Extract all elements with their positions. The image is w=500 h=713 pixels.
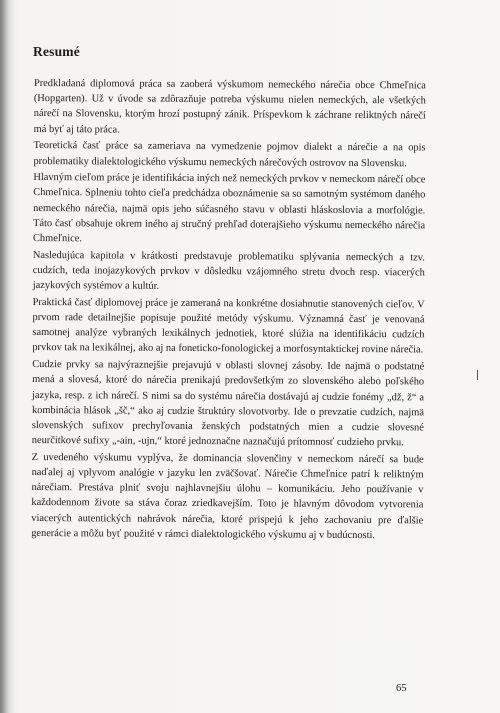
paragraph-next-chapter: Nasledujúca kapitola v krátkosti predstavuje problematiku splývania nemeckých a tzv. cudzích, teda inojazykových prvkov v dôsledku vzájomného stretu dvoch resp. viacerých jazykových systémov a kultúr.	[32, 249, 425, 292]
page-number: 65	[396, 683, 407, 694]
paragraph-conclusion: Z uvedeného výskumu vyplýva, že dominancia slovenčiny v nemeckom nárečí sa bude naďalej aj vplyvom analógie v jazyku len zväčšovať. Nárečie Chmeľnice patrí k reliktným nárečiam. Prestáva plniť svoju najhlavnejšiu úlohu – komunikáciu. Jeho používanie v každodennom živote sa stáva čoraz zriedkavejším. Toto je hlavným dôvodom vytvorenia viacerých autentických nahrávok nárečia, ktoré prispejú k jeho zachovaniu pre ďalšie generácie a môžu byť použité v rámci dialektologického výskumu aj v budúcnosti.	[31, 451, 424, 541]
margin-mark	[477, 370, 478, 380]
resume-body	[31, 76, 426, 545]
paragraph-main-goal: Hlavným cieľom práce je identifikácia iných než nemeckých prvkov v nemeckom nárečí obce Chmeľnica. Splneniu tohto cieľa predchádza oboznámenie sa so samotným systémom daného nemeckého nárečia, najmä opis jeho súčasného stavu v oblasti hláskoslovia a morfológie. Táto časť obsahuje okrem iného aj stručný prehľad doterajšieho výskumu nemeckého nárečia Chmeľnice.	[32, 172, 426, 245]
section-heading: Resumé	[33, 44, 80, 59]
paragraph-practical-part: Praktická časť diplomovej práce je zameraná na konkrétne dosiahnutie stanovených cieľov. V prvom rade detailnejšie popisuje použité metódy výskumu. Významná časť je venovaná samotnej analýze vybraných lexikálnych jednotiek, ktoré slúžia na identifikáciu cudzích prvkov tak na lexikálnej, ako aj na foneticko-fonologickej a morfosyntaktickej rovine nárečia.	[32, 296, 425, 356]
paragraph-intro: Predkladaná diplomová práca sa zaoberá výskumom nemeckého nárečia obce Chmeľnica (Hopgarten). Už v úvode sa zdôrazňuje potreba výskumu nielen nemeckých, ale všetkých nárečí na Slovensku, ktorým hrozí postupný zánik. Príspevkom k záchrane reliktných nárečí má byť aj táto práca.	[33, 77, 426, 136]
scan-binding-shadow	[0, 0, 14, 713]
paragraph-theory: Teoretická časť práce sa zameriava na vymedzenie pojmov dialekt a nárečie a na opis problematiky dialektologického výskumu nemeckých nárečových ostrovov na Slovensku.	[33, 140, 426, 169]
paragraph-foreign-elements: Cudzie prvky sa najvýraznejšie prejavujú v oblasti slovnej zásoby. Ide najmä o podstatné mená a slovesá, ktoré do nárečia prenikajú predovšetkým zo slovenského alebo poľského jazyka, resp. z ich nárečí. S nimi sa do systému nárečia dostávajú aj cudzie fonémy „dž, ž“ a kombinácia hlások „šč,“ ako aj cudzie štruktúry slovotvorby. Ide o prevzatie cudzích, najmä slovenských sufixov prechyľovania ženských podstatných mien a cudzie slovesné neurčitkové sufixy „-ain, -ujn,“ ktoré jednoznačne naznačujú prítomnosť cudzieho prvku.	[31, 359, 425, 449]
